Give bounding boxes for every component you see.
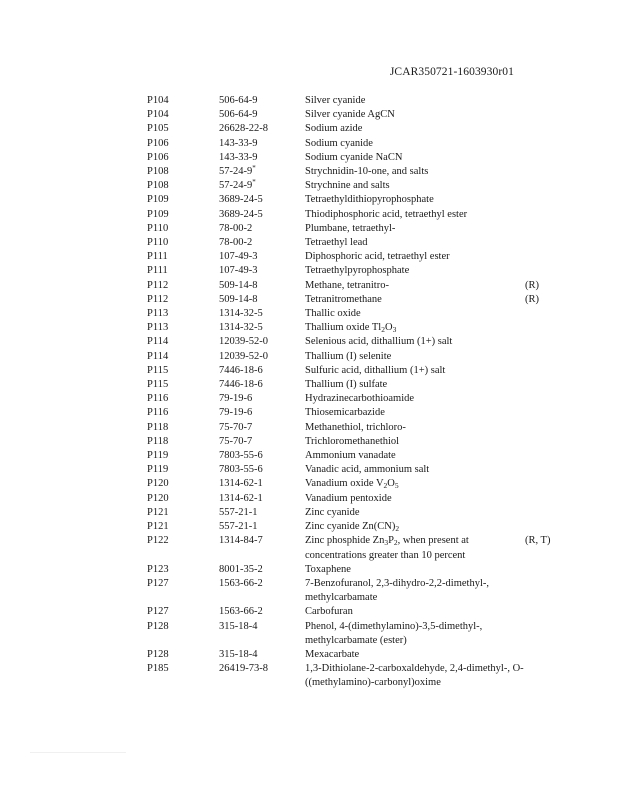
waste-code: P128 [147,620,169,632]
substance-name: Strychnidin-10-one, and salts [305,166,429,178]
cas-number: 26628-22-8 [219,123,268,135]
hazard-code: (R) [525,293,539,305]
substance-name: Hydrazinecarbothioamide [305,393,415,405]
hazard-code: (R, T) [525,535,551,547]
waste-code: P105 [147,123,169,135]
substance-name: 1,3-Dithiolane-2-carboxaldehyde, 2,4-dimethyl-, O-((methylamino)-carbonyl)oxime [305,663,524,689]
table-row [147,179,567,193]
waste-code: P114 [147,350,169,362]
waste-code: P113 [147,322,169,334]
cas-number: 26419-73-8 [219,663,268,675]
waste-code: P118 [147,421,169,433]
table-row [147,122,567,136]
waste-code: P104 [147,95,169,106]
waste-code: P106 [147,151,169,163]
cas-number: 509-14-8 [219,279,258,291]
table-row [147,477,567,491]
cas-number: 7446-18-6 [219,364,263,376]
waste-code: P114 [147,336,169,348]
table-row [147,534,567,562]
waste-code: P110 [147,237,169,249]
table-row [147,165,567,179]
cas-number: 79-19-6 [219,407,253,419]
substance-name: Tetranitromethane [305,293,382,305]
waste-code: P121 [147,506,169,518]
cas-number: 7803-55-6 [219,464,263,476]
waste-code: P120 [147,492,169,504]
cas-number: 557-21-1 [219,506,258,518]
waste-code: P120 [147,478,169,490]
cas-number: 107-49-3 [219,251,258,263]
footer-rule [30,752,126,753]
substance-name: Phenol, 4-(dimethylamino)-3,5-dimethyl-, methylcarbamate (ester) [305,620,483,646]
cas-number: 1314-84-7 [219,535,263,547]
cas-number: 3689-24-5 [219,194,263,206]
substance-name: Thallium (I) selenite [305,350,392,362]
table-row [147,193,567,207]
table-row [147,492,567,506]
waste-code: P106 [147,137,169,149]
table-row [147,279,567,293]
waste-code: P104 [147,109,169,121]
table-row [147,605,567,619]
cas-number: 75-70-7 [219,435,253,447]
table-row [147,364,567,378]
waste-code: P118 [147,435,169,447]
cas-number: 1314-32-5 [219,322,263,334]
substance-name: Vanadium oxide $V_2O_5$ [305,478,399,491]
waste-code: P110 [147,222,169,234]
table-row [147,151,567,165]
table-row [147,378,567,392]
substance-name: Sulfuric acid, dithallium (1+) salt [305,364,446,376]
waste-code: P115 [147,379,169,391]
cas-number: 506-64-9 [219,95,258,106]
substance-name: Tetraethyldithiopyrophosphate [305,194,434,206]
cas-number: 1563-66-2 [219,577,263,589]
substance-name: Zinc cyanide [305,506,360,518]
table-row [147,94,567,108]
document-id: JCAR350721-1603930r01 [389,66,514,78]
waste-code: P112 [147,279,169,291]
cas-number: 8001-35-2 [219,563,263,575]
waste-code: P127 [147,577,169,589]
cas-number: 78-00-2 [219,222,253,234]
waste-code: P119 [147,450,169,462]
substance-name: Thallic oxide [305,308,361,320]
substance-name: Sodium cyanide NaCN [305,151,403,163]
cas-number: 12039-52-0 [219,336,268,348]
table-row [147,307,567,321]
table-row [147,449,567,463]
substance-name: Sodium cyanide [305,137,373,149]
substance-name: Zinc cyanide $Zn(CN)_2$ [305,521,400,534]
substance-name: Vanadic acid, ammonium salt [305,464,430,476]
table-row [147,208,567,222]
hazard-code: (R) [525,279,539,291]
substance-name: Methane, tetranitro- [305,279,389,291]
substance-name: Tetraethylpyrophosphate [305,265,410,277]
substance-name: Sodium azide [305,123,363,135]
substance-name: Diphosphoric acid, tetraethyl ester [305,251,450,263]
substance-name: Ammonium vanadate [305,450,396,462]
waste-code: P108 [147,166,169,178]
cas-number: 107-49-3 [219,265,258,277]
table-row [147,264,567,278]
hazardous-waste-table [147,94,567,691]
table-row [147,506,567,520]
substance-name: Thallium (I) sulfate [305,379,388,391]
cas-number: 79-19-6 [219,393,253,405]
cas-number: 1314-62-1 [219,478,263,490]
substance-name: Tetraethyl lead [305,237,368,249]
substance-name: Vanadium pentoxide [305,492,392,504]
cas-number: 78-00-2 [219,237,253,249]
cas-number: 1314-62-1 [219,492,263,504]
substance-name: Thiodiphosphoric acid, tetraethyl ester [305,208,468,220]
cas-number: 7446-18-6 [219,379,263,391]
cas-number: 557-21-1 [219,521,258,533]
table-row [147,435,567,449]
substance-name: Silver cyanide [305,95,366,106]
table-row [147,137,567,151]
table-row [147,293,567,307]
table-row [147,335,567,349]
waste-code: P115 [147,364,169,376]
table-row [147,222,567,236]
table-row [147,321,567,335]
waste-code: P128 [147,648,169,660]
substance-name: Zinc phosphide $Zn_3P_2$, when present at concentrations greater than 10 percent [305,535,469,561]
waste-code: P111 [147,251,168,263]
table-row [147,463,567,477]
substance-name: Toxaphene [305,563,351,575]
cas-number: 57-24-9* [219,178,256,192]
cas-number: 75-70-7 [219,421,253,433]
table-row [147,648,567,662]
table-row [147,563,567,577]
substance-name: Trichloromethanethiol [305,435,400,447]
waste-code: P185 [147,663,169,675]
substance-name: 7-Benzofuranol, 2,3-dihydro-2,2-dimethyl-, methylcarbamate [305,577,489,604]
table-row [147,662,567,690]
waste-code: P121 [147,521,169,533]
cas-number: 1563-66-2 [219,606,263,618]
waste-code: P122 [147,535,169,547]
table-row [147,350,567,364]
waste-code: P127 [147,606,169,618]
table-row [147,108,567,122]
table-row [147,620,567,648]
substance-name: Strychnine and salts [305,180,390,192]
table-row [147,236,567,250]
cas-number: 7803-55-6 [219,450,263,462]
waste-code: P109 [147,208,169,220]
cas-number: 1314-32-5 [219,308,263,320]
cas-number: 3689-24-5 [219,208,263,220]
cas-number: 143-33-9 [219,151,258,163]
table-row [147,520,567,534]
waste-code: P109 [147,194,169,206]
waste-code: P113 [147,308,169,320]
cas-number: 509-14-8 [219,293,258,305]
cas-number: 315-18-4 [219,648,258,660]
substance-name: Silver cyanide AgCN [305,109,395,121]
cas-number: 506-64-9 [219,109,258,121]
waste-code: P112 [147,293,169,305]
waste-code: P116 [147,407,169,419]
waste-code: P116 [147,393,169,405]
substance-name: Selenious acid, dithallium (1+) salt [305,336,453,348]
cas-number: 12039-52-0 [219,350,268,362]
substance-name: Methanethiol, trichloro- [305,421,406,433]
cas-number: 143-33-9 [219,137,258,149]
substance-name: Thiosemicarbazide [305,407,385,419]
substance-name: Carbofuran [305,606,353,618]
substance-name: Mexacarbate [305,648,360,660]
cas-number: 57-24-9* [219,164,256,178]
table-row [147,577,567,605]
waste-code: P119 [147,464,169,476]
waste-code: P108 [147,180,169,192]
table-row [147,250,567,264]
table-row [147,421,567,435]
table-row [147,392,567,406]
waste-code: P123 [147,563,169,575]
cas-number: 315-18-4 [219,620,258,632]
table-row [147,406,567,420]
substance-name: Thallium oxide $Tl_2O_3$ [305,322,397,335]
substance-name: Plumbane, tetraethyl- [305,222,396,234]
waste-code: P111 [147,265,168,277]
